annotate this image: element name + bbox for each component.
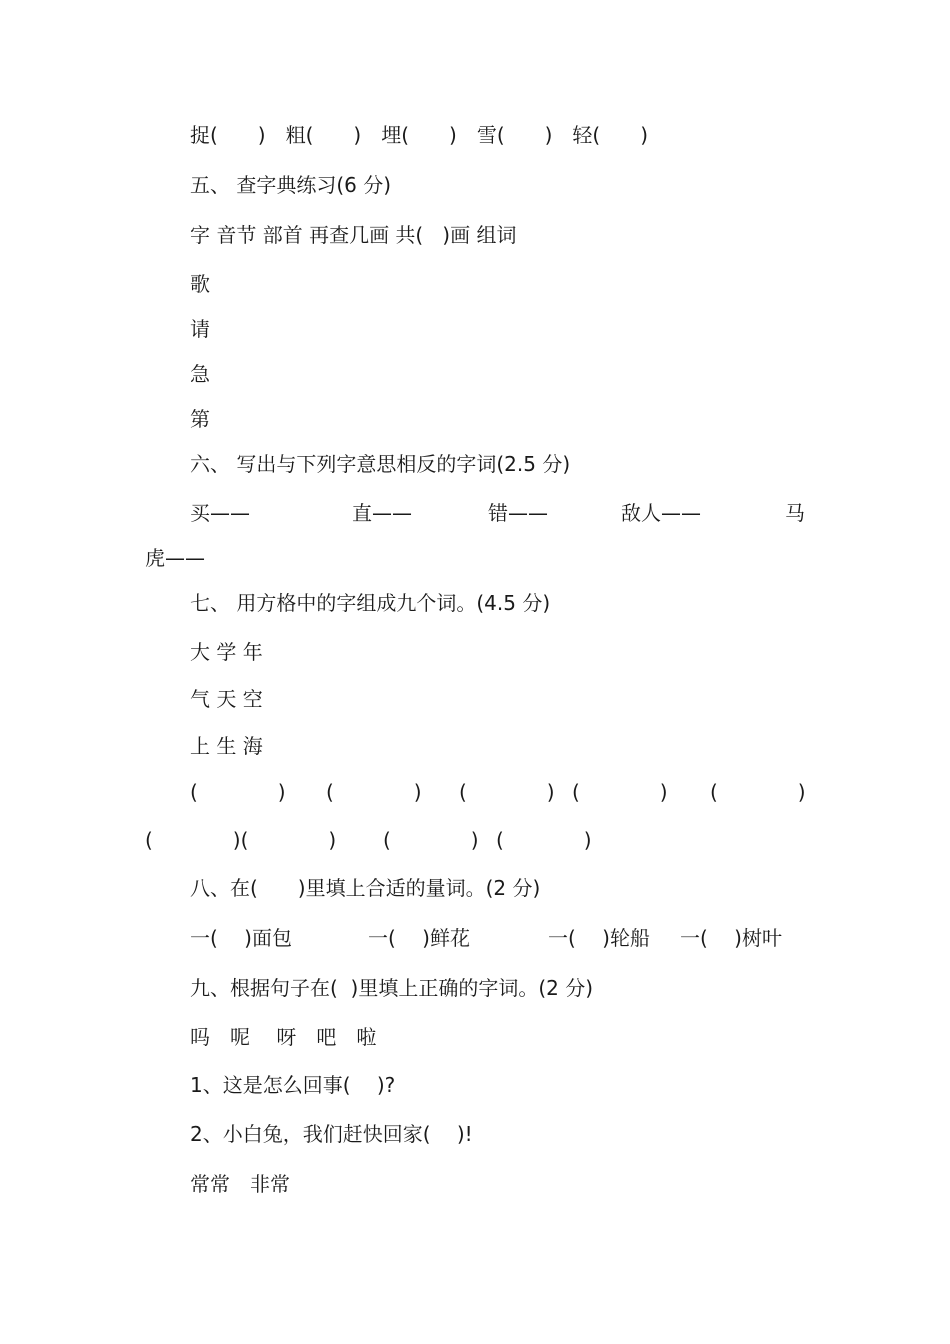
antonym-item-wrap: 马: [785, 501, 805, 525]
antonym-item: 敌人——: [621, 501, 701, 525]
char-grid-row: 气 天 空: [190, 687, 263, 711]
section-5-heading: 五、 查字典练习(6 分): [190, 173, 392, 197]
measure-word-item: 一( )鲜花: [368, 926, 470, 950]
dictionary-table-header: 字 音节 部首 再查几画 共( )画 组词: [190, 223, 517, 247]
answer-blank: ( ): [383, 828, 479, 852]
answer-blank: ( )( ): [145, 828, 337, 852]
char-grid-row: 大 学 年: [190, 640, 263, 664]
fill-in-brackets-row: 捉( ) 粗( ) 埋( ) 雪( ) 轻( ): [190, 123, 649, 147]
measure-word-item: 一( )轮船: [548, 926, 650, 950]
measure-word-item: 一( )树叶: [680, 926, 782, 950]
sentence-item: 2、小白兔，我们赶快回家( )!: [190, 1122, 473, 1146]
section-6-heading: 六、 写出与下列字意思相反的字词(2.5 分): [190, 452, 571, 476]
antonym-item: 直——: [352, 501, 412, 525]
measure-word-item: 一( )面包: [190, 926, 292, 950]
answer-blank: ( ): [710, 780, 806, 804]
dictionary-char: 请: [190, 317, 210, 341]
char-grid-row: 上 生 海: [190, 734, 263, 758]
antonym-item: 错——: [488, 501, 548, 525]
dictionary-char: 歌: [190, 272, 210, 296]
section-9-heading: 九、根据句子在( )里填上正确的字词。(2 分): [190, 976, 594, 1000]
antonym-item-wrap: 虎——: [145, 546, 205, 570]
answer-blank: ( ): [190, 780, 286, 804]
word-options: 常常 非常: [190, 1172, 290, 1196]
dictionary-char: 急: [190, 362, 210, 386]
particle-options: 吗 呢 呀 吧 啦: [190, 1025, 377, 1049]
sentence-item: 1、这是怎么回事( )?: [190, 1073, 396, 1097]
antonym-item: 买——: [190, 501, 250, 525]
answer-blank: ( ): [459, 780, 555, 804]
section-8-heading: 八、在( )里填上合适的量词。(2 分): [190, 876, 541, 900]
answer-blank: ( ): [326, 780, 422, 804]
dictionary-char: 第: [190, 407, 210, 431]
section-7-heading: 七、 用方格中的字组成九个词。(4.5 分): [190, 591, 551, 615]
answer-blank: ( ): [496, 828, 592, 852]
answer-blank: ( ): [572, 780, 668, 804]
